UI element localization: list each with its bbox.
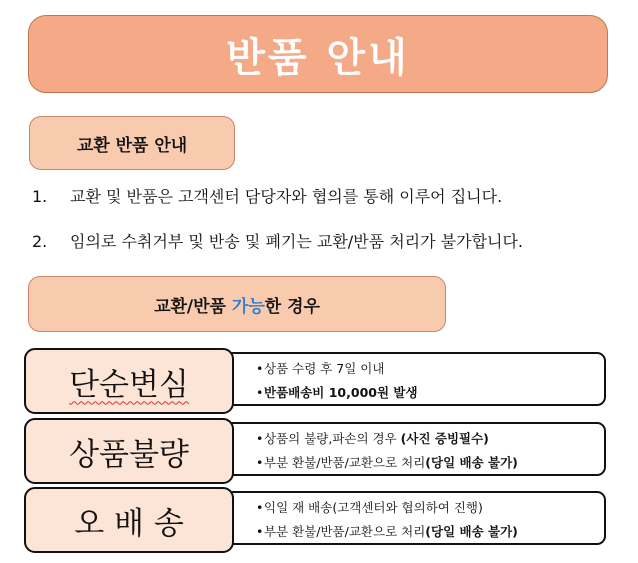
section-heading-text: 교환 반품 안내 bbox=[76, 135, 188, 156]
bullet-icon: • bbox=[256, 385, 264, 400]
case-label-text: 상품불량 bbox=[69, 436, 189, 473]
detail-text: 익일 재 배송(고객센터와 협의하여 진행) bbox=[264, 500, 483, 515]
bullet-icon: • bbox=[256, 524, 264, 539]
case-detail-box bbox=[224, 352, 606, 406]
detail-text: 상품의 불량,파손의 경우 bbox=[264, 431, 401, 446]
detail-line bbox=[256, 381, 604, 405]
detail-bold-text: (사진 증빙필수) bbox=[400, 431, 489, 446]
list-item bbox=[32, 229, 523, 252]
bullet-icon: • bbox=[256, 500, 264, 515]
detail-bold-text: (당일 배송 불가) bbox=[425, 524, 518, 539]
list-item-text: 교환 및 반품은 고객센터 담당자와 협의를 통해 이루어 집니다. bbox=[70, 187, 503, 206]
heading-part: 한 경우 bbox=[264, 296, 320, 317]
detail-text: 부분 환불/반품/교환으로 처리 bbox=[264, 524, 426, 539]
detail-line bbox=[256, 427, 604, 451]
list-item-text: 임의로 수취거부 및 반송 및 폐기는 교환/반품 처리가 불가합니다. bbox=[70, 232, 524, 251]
detail-bold-text: (당일 배송 불가) bbox=[425, 455, 518, 470]
section-heading-possible-cases bbox=[28, 276, 446, 332]
case-label bbox=[24, 418, 234, 484]
detail-line bbox=[256, 451, 604, 475]
case-detail-box bbox=[224, 422, 606, 476]
detail-line bbox=[256, 520, 604, 544]
list-item-number: 1. bbox=[32, 187, 48, 206]
title-banner bbox=[28, 15, 608, 93]
case-detail-box bbox=[224, 491, 606, 545]
case-label-text: 단순변심 bbox=[69, 366, 189, 403]
case-label bbox=[24, 487, 234, 553]
detail-line bbox=[256, 357, 604, 381]
detail-text: 부분 환불/반품/교환으로 처리 bbox=[264, 455, 426, 470]
case-label bbox=[24, 348, 234, 414]
page-title: 반품 안내 bbox=[226, 34, 410, 81]
detail-bold-text: 반품배송비 10,000원 발생 bbox=[264, 385, 418, 400]
heading-highlight: 가능 bbox=[231, 296, 265, 317]
bullet-icon: • bbox=[256, 361, 264, 376]
list-item-number: 2. bbox=[32, 232, 48, 251]
bullet-icon: • bbox=[256, 431, 264, 446]
heading-part: 교환/반품 bbox=[154, 296, 232, 317]
bullet-icon: • bbox=[256, 455, 264, 470]
section-heading-exchange-return bbox=[29, 116, 235, 170]
case-label-text: 오 배 송 bbox=[74, 505, 184, 542]
list-item bbox=[32, 184, 502, 207]
detail-text: 상품 수령 후 7일 이내 bbox=[264, 361, 385, 376]
detail-line bbox=[256, 496, 604, 520]
